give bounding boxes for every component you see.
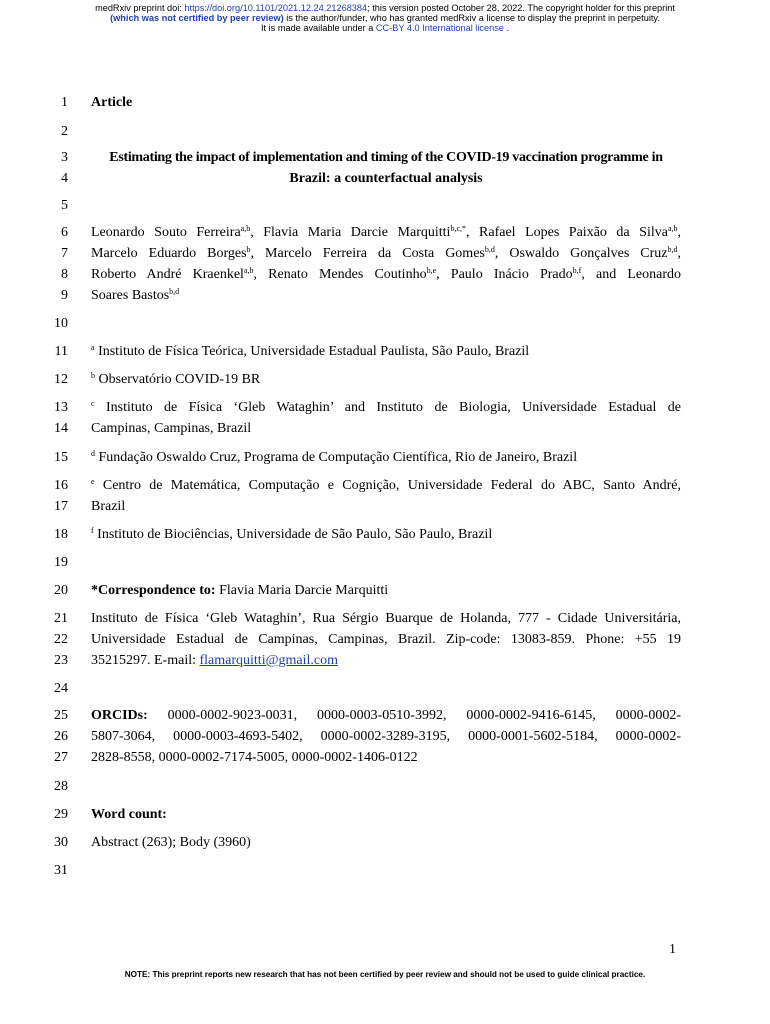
line-number: 20: [54, 583, 68, 598]
line-number: 3: [61, 150, 68, 165]
line-number: 25: [54, 708, 68, 723]
orcids-label: ORCIDs:: [91, 708, 148, 723]
line-number: 13: [54, 400, 68, 415]
line-number: 27: [54, 750, 68, 765]
line-number: 26: [54, 729, 68, 744]
line-number: 22: [54, 632, 68, 647]
word-count-label: Word count:: [91, 807, 167, 822]
peer-review-notice: (which was not certified by peer review): [110, 13, 284, 23]
header-line-2: [0, 13, 770, 23]
orcids-line-2: 5807-3064, 0000-0003-4693-5402, 0000-0002-3289-3195, 0000-0001-5602-5184, 0000-0002-: [91, 729, 681, 744]
line-number: 6: [61, 225, 68, 240]
word-count-text: Abstract (263); Body (3960): [91, 835, 251, 850]
line-number: 8: [61, 267, 68, 282]
line-number: 17: [54, 499, 68, 514]
line-number: 31: [54, 863, 68, 878]
line-number: 21: [54, 611, 68, 626]
line-number: 5: [61, 198, 68, 213]
author-line-2: Marcelo Eduardo Borges$^b$, Marcelo Ferreira da Costa Gomes$^{b,d}$, Oswaldo Gonçalves Cruz$^{b,d}$,: [91, 245, 682, 261]
paper-title-line-1: Estimating the impact of implementation and timing of the COVID-19 vaccination programme in: [109, 150, 663, 165]
header-text: It is made available under a: [260, 23, 376, 33]
line-number: 15: [54, 450, 68, 465]
line-number: 24: [54, 681, 68, 696]
affiliation-e-line-1: $^e$ Centro de Matemática, Computação e Cognição, Universidade Federal do ABC, Santo André,: [91, 477, 682, 493]
affiliation-f: $^f$ Instituto de Biociências, Universidade de São Paulo, São Paulo, Brazil: [91, 526, 493, 542]
line-number: 18: [54, 527, 68, 542]
page-number: 1: [669, 942, 676, 957]
correspondence-address-line-1: Instituto de Física ‘Gleb Wataghin’, Rua Sérgio Buarque de Holanda, 777 - Cidade Universitária,: [91, 611, 681, 626]
orcids-line-1: ORCIDs: 0000-0002-9023-0031, 0000-0003-0510-3992, 0000-0002-9416-6145, 0000-0002-: [91, 708, 681, 723]
doi-link[interactable]: https://doi.org/10.1101/2021.12.24.21268384: [184, 3, 368, 13]
correspondence-name: Flavia Maria Darcie Marquitti: [215, 583, 389, 598]
line-number: 2: [61, 124, 68, 139]
affiliation-b: $^b$ Observatório COVID-19 BR: [91, 371, 261, 387]
header-line-1: [0, 3, 770, 13]
header-text: is the author/funder, who has granted medRxiv a license to display the preprint in perpetuity.: [283, 13, 660, 23]
affiliation-e-line-2: Brazil: [91, 499, 126, 514]
header-text: ; this version posted October 28, 2022. The copyright holder for this preprint: [367, 3, 675, 13]
line-number: 30: [54, 835, 68, 850]
line-number: 16: [54, 478, 68, 493]
line-number: 19: [54, 555, 68, 570]
author-line-4: Soares Bastos$^{b,d}$: [91, 287, 180, 303]
footer-note: NOTE: This preprint reports new research that has not been certified by peer review and should not be used to guide clinical practice.: [124, 970, 646, 979]
line-number: 1: [61, 95, 68, 110]
line-number: 10: [54, 316, 68, 331]
line-number: 23: [54, 653, 68, 668]
affiliation-a: $^a$ Instituto de Física Teórica, Universidade Estadual Paulista, São Paulo, Brazil: [91, 343, 530, 359]
header-line-3: [0, 23, 770, 33]
header-text: .: [503, 23, 510, 33]
line-number: 28: [54, 779, 68, 794]
paper-title-line-2: Brazil: a counterfactual analysis: [289, 171, 483, 186]
affiliation-c-line-1: $^c$ Instituto de Física ‘Gleb Wataghin’ and Instituto de Biologia, Universidade Estadual de: [91, 399, 681, 415]
line-number: 4: [61, 171, 68, 186]
correspondence-label: *Correspondence to:: [91, 583, 216, 598]
line-number: 11: [54, 344, 68, 359]
header-text: medRxiv preprint doi:: [95, 3, 185, 13]
correspondence-address-line-2: Universidade Estadual de Campinas, Campinas, Brazil. Zip-code: 13083-859. Phone: +55 19: [91, 632, 681, 647]
affiliation-d: $^d$ Fundação Oswaldo Cruz, Programa de Computação Científica, Rio de Janeiro, Brazil: [91, 449, 578, 465]
email-link[interactable]: flamarquitti@gmail.com: [199, 653, 338, 668]
line-number: 12: [54, 372, 68, 387]
correspondence-address-line-3: 35215297. E-mail: flamarquitti@gmail.com: [91, 653, 338, 668]
article-label: Article: [91, 95, 133, 110]
line-number: 9: [61, 288, 68, 303]
line-number: 14: [54, 421, 68, 436]
affiliation-c-line-2: Campinas, Campinas, Brazil: [91, 421, 252, 436]
line-number: 7: [61, 246, 68, 261]
line-number: 29: [54, 807, 68, 822]
author-line-3: Roberto André Kraenkel$^{a,b}$, Renato Mendes Coutinho$^{b,e}$, Paulo Inácio Prado$^{b,f}$, and Leonardo: [91, 266, 681, 282]
orcids-line-3: 2828-8558, 0000-0002-7174-5005, 0000-0002-1406-0122: [91, 750, 418, 765]
license-link[interactable]: CC-BY 4.0 International license: [375, 23, 504, 33]
correspondence-heading: [91, 583, 681, 599]
author-line-1: Leonardo Souto Ferreira$^{a,b}$, Flavia Maria Darcie Marquitti$^{b,c,*}$, Rafael Lopes Paixão da Silva$^{a,b}$,: [91, 224, 682, 240]
